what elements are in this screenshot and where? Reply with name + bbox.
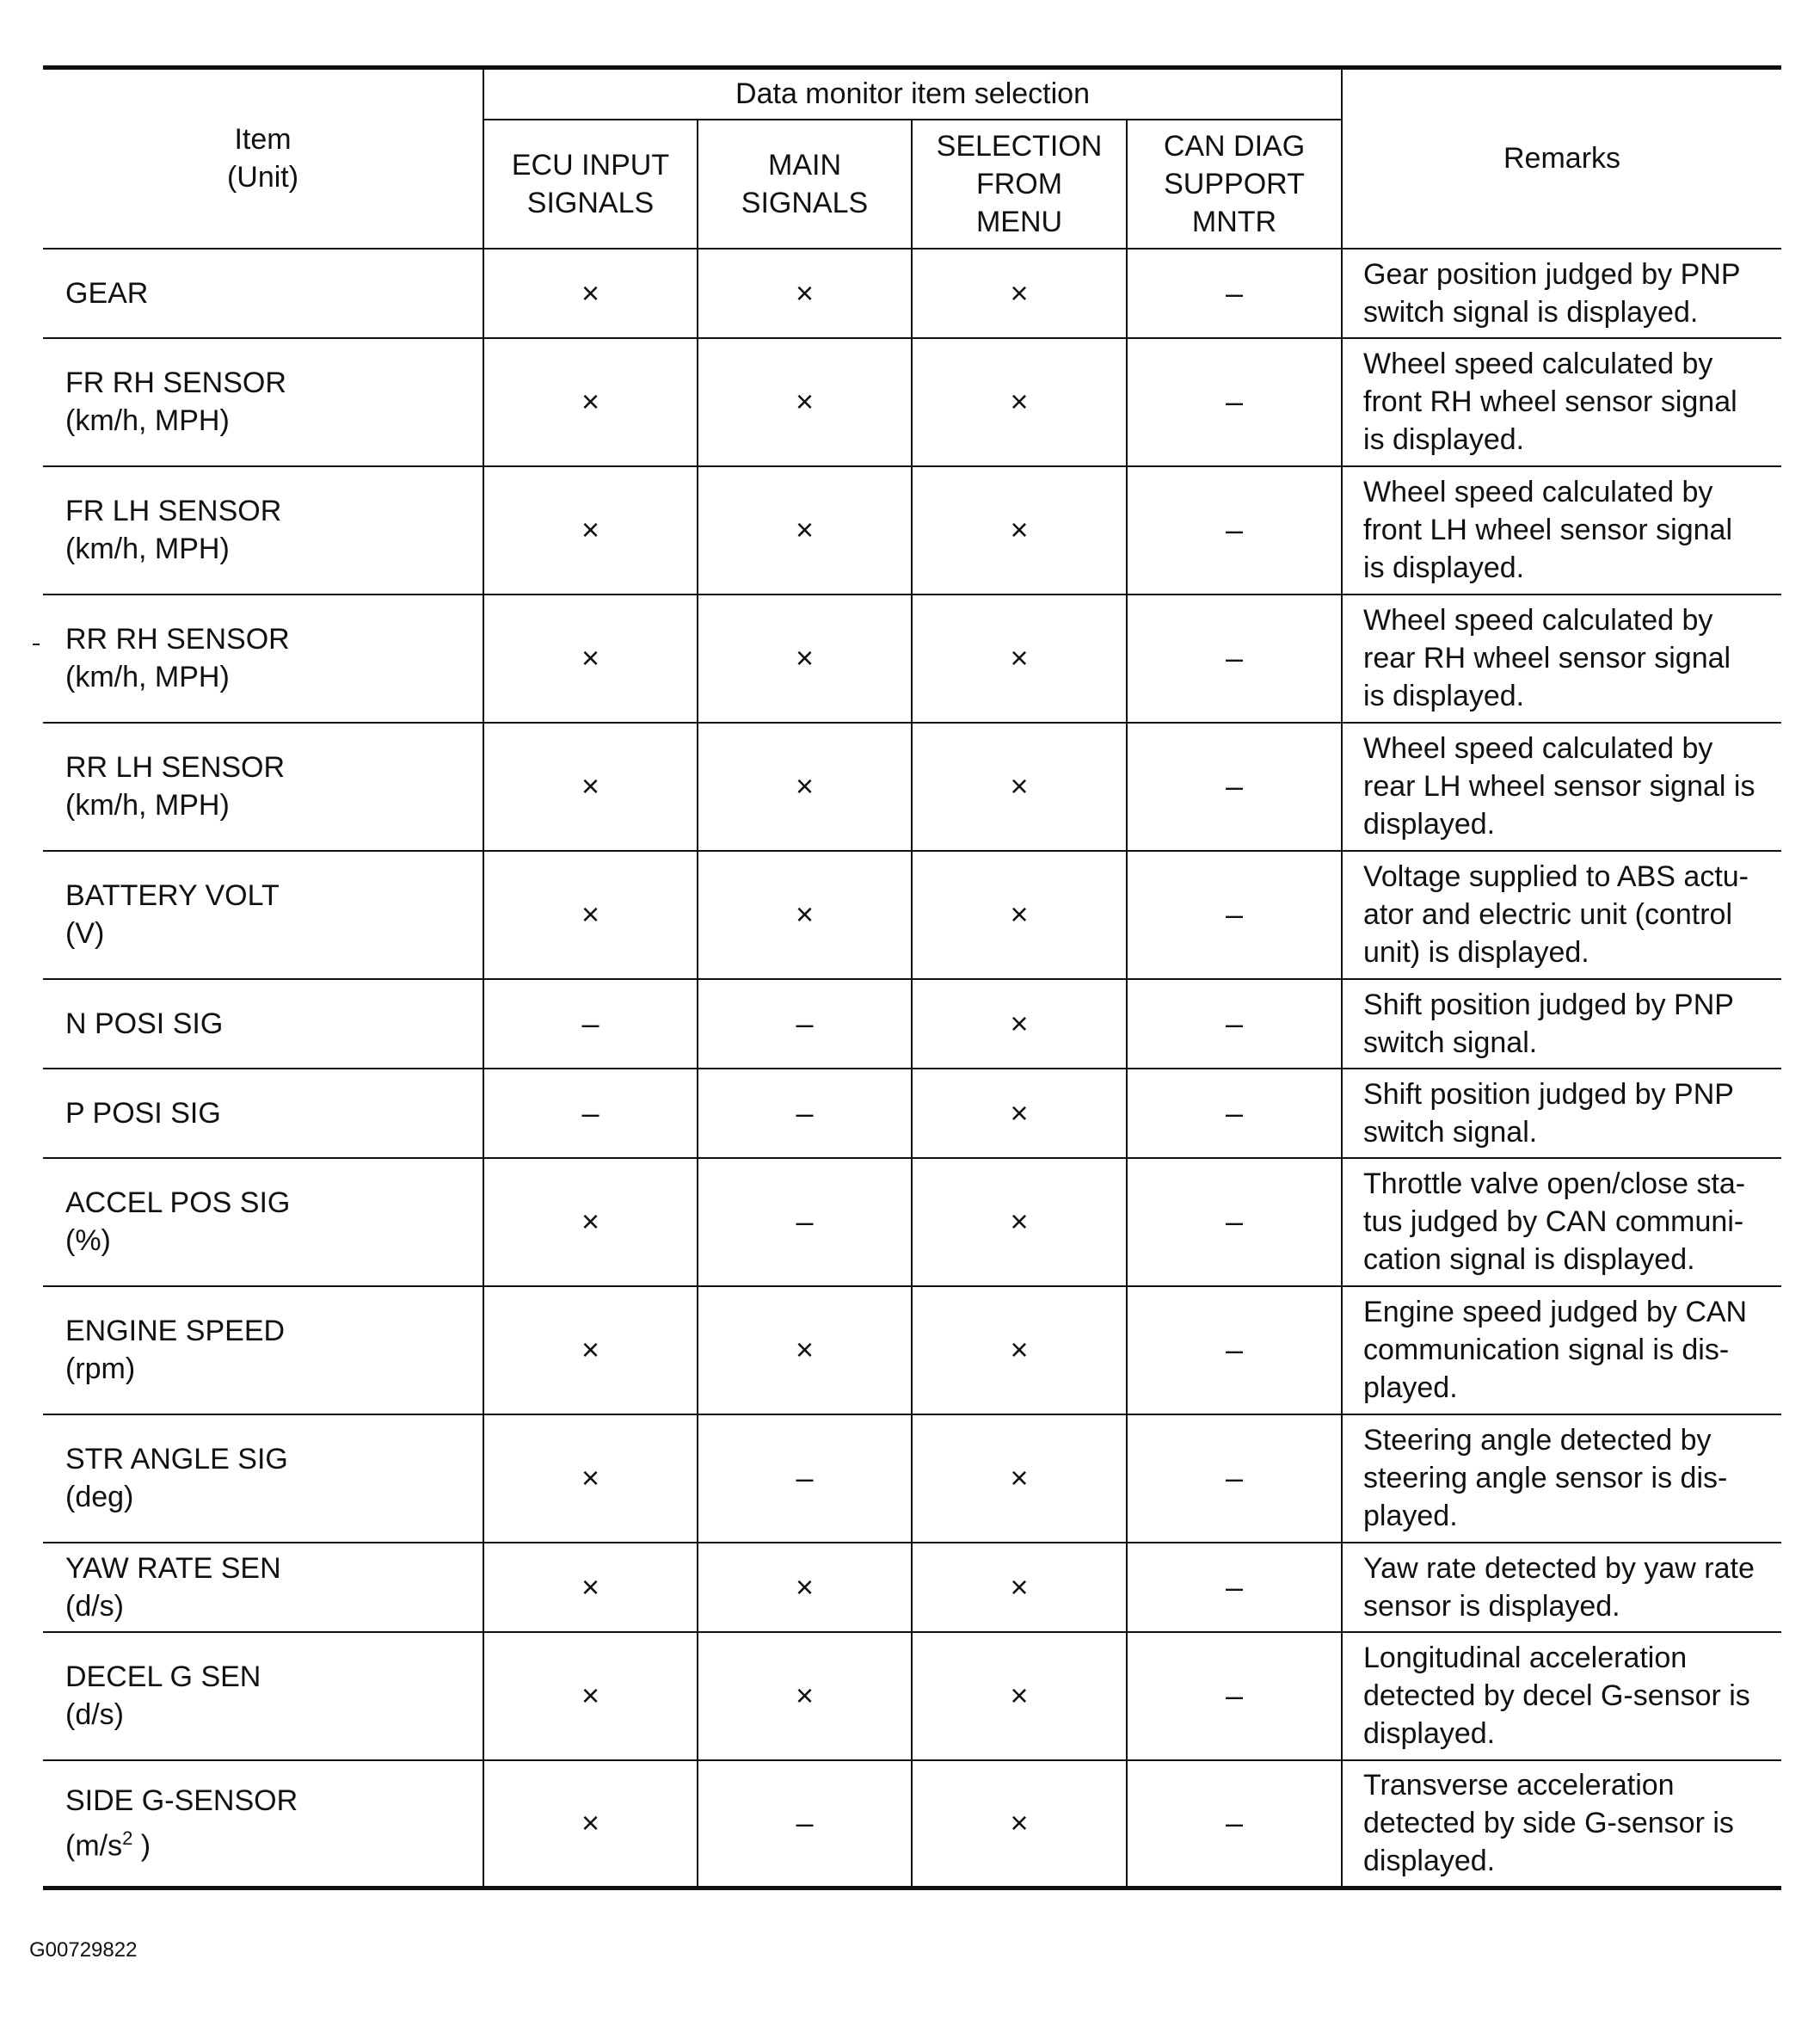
header-line: CAN DIAG	[1163, 129, 1306, 163]
remarks-line: Wheel speed calculated by	[1363, 348, 1713, 380]
table-row	[43, 249, 1781, 338]
selection-from-menu-mark: ×	[912, 249, 1127, 338]
table-row	[43, 1414, 1781, 1543]
item-cell	[43, 723, 483, 851]
main-signals-mark: ×	[698, 338, 912, 466]
item-header-line: Item	[234, 123, 292, 157]
main-signals-mark: –	[698, 1414, 912, 1543]
item-unit: (V)	[65, 917, 105, 950]
remarks-line: is displayed.	[1363, 680, 1525, 712]
header-line: MAIN	[768, 148, 841, 182]
can-diag-mark: –	[1127, 466, 1342, 594]
can-diag-mark: –	[1127, 1069, 1342, 1158]
item-unit: (%)	[65, 1224, 111, 1257]
table-row	[43, 1069, 1781, 1158]
remarks-line: Steering angle detected by	[1363, 1424, 1712, 1457]
item-name: FR LH SENSOR	[65, 495, 282, 527]
header-line: MNTR	[1191, 205, 1277, 238]
item-cell	[43, 249, 483, 338]
remarks-cell	[1342, 1414, 1781, 1543]
selection-from-menu-mark: ×	[912, 466, 1127, 594]
item-cell	[43, 1286, 483, 1414]
can-diag-mark: –	[1127, 723, 1342, 851]
remarks-line: sensor is displayed.	[1363, 1589, 1620, 1623]
item-unit: (d/s)	[65, 1698, 124, 1731]
ecu-input-mark: ×	[483, 249, 698, 338]
selection-from-menu-mark: ×	[912, 979, 1127, 1069]
ecu-input-mark: –	[483, 979, 698, 1069]
remarks-cell	[1342, 979, 1781, 1069]
ecu-input-mark: ×	[483, 466, 698, 594]
remarks-cell	[1342, 723, 1781, 851]
table-row	[43, 1286, 1781, 1414]
remarks-line: Engine speed judged by CAN	[1363, 1296, 1748, 1328]
item-name: P POSI SIG	[65, 1096, 221, 1130]
unit-tail: )	[132, 1829, 151, 1863]
remarks-line: Wheel speed calculated by	[1363, 732, 1713, 765]
selection-from-menu-mark: ×	[912, 1286, 1127, 1414]
remarks-cell	[1342, 1069, 1781, 1158]
can-diag-mark: –	[1127, 851, 1342, 979]
table-row	[43, 1760, 1781, 1888]
item-cell	[43, 1414, 483, 1543]
table-row	[43, 723, 1781, 851]
item-cell	[43, 1543, 483, 1632]
remarks-cell	[1342, 1158, 1781, 1286]
ecu-input-mark: ×	[483, 1286, 698, 1414]
ecu-input-mark: ×	[483, 1543, 698, 1632]
ecu-input-mark: ×	[483, 594, 698, 723]
can-diag-mark: –	[1127, 1158, 1342, 1286]
remarks-line: detected by decel G-sensor is	[1363, 1679, 1750, 1712]
selection-from-menu-mark: ×	[912, 723, 1127, 851]
item-unit: (km/h, MPH)	[65, 789, 230, 822]
remarks-cell	[1342, 1632, 1781, 1760]
ecu-input-mark: ×	[483, 851, 698, 979]
main-signals-mark: ×	[698, 249, 912, 338]
data-monitor-group-header: Data monitor item selection	[483, 68, 1342, 120]
remarks-line: Shift position judged by PNP	[1363, 1077, 1734, 1111]
unit-base: (m/s	[65, 1829, 123, 1863]
item-unit: (km/h, MPH)	[65, 533, 230, 565]
ecu-input-mark: –	[483, 1069, 698, 1158]
can-diag-mark: –	[1127, 1543, 1342, 1632]
selection-from-menu-mark: ×	[912, 1414, 1127, 1543]
main-signals-mark: ×	[698, 1543, 912, 1632]
remarks-line: front LH wheel sensor signal	[1363, 514, 1733, 546]
remarks-line: tus judged by CAN communi-	[1363, 1205, 1744, 1238]
header-line: MENU	[975, 205, 1063, 238]
remarks-line: Wheel speed calculated by	[1363, 604, 1713, 637]
remarks-line: switch signal is displayed.	[1363, 295, 1699, 329]
can-diag-mark: –	[1127, 249, 1342, 338]
remarks-line: Yaw rate detected by yaw rate	[1363, 1551, 1755, 1585]
item-cell	[43, 594, 483, 723]
can-diag-mark: –	[1127, 1632, 1342, 1760]
remarks-line: played.	[1363, 1500, 1458, 1532]
item-unit: (rpm)	[65, 1352, 136, 1385]
can-diag-mark: –	[1127, 1760, 1342, 1888]
item-name: RR LH SENSOR	[65, 751, 286, 784]
item-name: STR ANGLE SIG	[65, 1443, 288, 1475]
selection-from-menu-mark: ×	[912, 1069, 1127, 1158]
remarks-cell	[1342, 851, 1781, 979]
can-diag-mark: –	[1127, 1286, 1342, 1414]
item-column-header	[43, 68, 483, 249]
item-unit: (deg)	[65, 1481, 134, 1513]
item-name: BATTERY VOLT	[65, 879, 280, 912]
margin-tick-mark	[33, 644, 40, 645]
can-diag-mark: –	[1127, 338, 1342, 466]
remarks-line: rear LH wheel sensor signal is	[1363, 770, 1755, 803]
remarks-line: switch signal.	[1363, 1115, 1538, 1149]
header-line: SUPPORT	[1164, 167, 1305, 200]
main-signals-mark: –	[698, 1158, 912, 1286]
item-unit: (km/h, MPH)	[65, 404, 230, 437]
item-name: SIDE G-SENSOR	[65, 1784, 298, 1818]
table-row	[43, 594, 1781, 723]
item-unit: (km/h, MPH)	[65, 661, 230, 693]
item-cell	[43, 1069, 483, 1158]
unit-superscript: 2	[122, 1827, 133, 1850]
item-name: N POSI SIG	[65, 1007, 224, 1040]
ecu-input-mark: ×	[483, 338, 698, 466]
remarks-cell	[1342, 338, 1781, 466]
remarks-line: Voltage supplied to ABS actu-	[1363, 860, 1749, 893]
ecu-input-mark: ×	[483, 1158, 698, 1286]
table-row	[43, 851, 1781, 979]
item-cell	[43, 338, 483, 466]
item-name: ACCEL POS SIG	[65, 1186, 291, 1219]
selection-from-menu-mark: ×	[912, 1158, 1127, 1286]
remarks-line: front RH wheel sensor signal	[1363, 385, 1737, 418]
remarks-line: communication signal is dis-	[1363, 1334, 1730, 1366]
remarks-cell	[1342, 1286, 1781, 1414]
selection-from-menu-mark: ×	[912, 851, 1127, 979]
remarks-line: Shift position judged by PNP	[1363, 988, 1734, 1021]
item-name: RR RH SENSOR	[65, 623, 290, 656]
can-diag-mark: –	[1127, 594, 1342, 723]
main-signals-mark: –	[698, 1760, 912, 1888]
remarks-line: cation signal is displayed.	[1363, 1243, 1695, 1276]
table-row	[43, 979, 1781, 1069]
selection-from-menu-header	[912, 120, 1127, 249]
remarks-line: is displayed.	[1363, 551, 1525, 584]
remarks-line: ator and electric unit (control	[1363, 898, 1732, 931]
remarks-line: Gear position judged by PNP	[1363, 257, 1741, 291]
remarks-cell	[1342, 249, 1781, 338]
remarks-line: switch signal.	[1363, 1026, 1538, 1059]
remarks-line: is displayed.	[1363, 423, 1525, 456]
item-cell	[43, 1632, 483, 1760]
item-unit	[65, 1820, 483, 1864]
header-line: FROM	[975, 167, 1063, 200]
item-unit: (d/s)	[65, 1589, 124, 1623]
ecu-input-mark: ×	[483, 1414, 698, 1543]
main-signals-mark: –	[698, 1069, 912, 1158]
main-signals-mark: ×	[698, 723, 912, 851]
remarks-cell	[1342, 594, 1781, 723]
table-body	[43, 249, 1781, 1888]
main-signals-mark: –	[698, 979, 912, 1069]
can-diag-mark: –	[1127, 979, 1342, 1069]
can-diag-support-mntr-header	[1127, 120, 1342, 249]
ecu-input-signals-header	[483, 120, 698, 249]
item-name: GEAR	[65, 276, 149, 310]
item-cell	[43, 979, 483, 1069]
header-line: SIGNALS	[741, 186, 869, 219]
main-signals-mark: ×	[698, 1286, 912, 1414]
table-row	[43, 338, 1781, 466]
main-signals-mark: ×	[698, 466, 912, 594]
remarks-cell	[1342, 1760, 1781, 1888]
item-cell	[43, 1760, 483, 1888]
main-signals-mark: ×	[698, 594, 912, 723]
selection-from-menu-mark: ×	[912, 1760, 1127, 1888]
table-row	[43, 1543, 1781, 1632]
main-signals-mark: ×	[698, 851, 912, 979]
remarks-line: displayed.	[1363, 808, 1496, 841]
data-monitor-table	[43, 65, 1781, 1890]
table-row	[43, 466, 1781, 594]
remarks-line: Transverse acceleration	[1363, 1769, 1675, 1802]
main-signals-mark: ×	[698, 1632, 912, 1760]
document-id: G00729822	[29, 1938, 138, 1962]
header-line: SELECTION	[936, 129, 1103, 163]
table-row	[43, 1632, 1781, 1760]
remarks-line: detected by side G-sensor is	[1363, 1807, 1734, 1840]
remarks-line: displayed.	[1363, 1845, 1496, 1878]
selection-from-menu-mark: ×	[912, 594, 1127, 723]
remarks-line: Longitudinal acceleration	[1363, 1642, 1688, 1674]
header-line: ECU INPUT	[511, 148, 670, 182]
item-name: DECEL G SEN	[65, 1660, 261, 1693]
remarks-line: Throttle valve open/close sta-	[1363, 1167, 1746, 1200]
remarks-line: Wheel speed calculated by	[1363, 476, 1713, 508]
selection-from-menu-mark: ×	[912, 1632, 1127, 1760]
header-line: SIGNALS	[526, 186, 655, 219]
ecu-input-mark: ×	[483, 1632, 698, 1760]
remarks-cell	[1342, 466, 1781, 594]
main-signals-header	[698, 120, 912, 249]
table-row	[43, 1158, 1781, 1286]
remarks-line: steering angle sensor is dis-	[1363, 1462, 1728, 1494]
item-cell	[43, 466, 483, 594]
selection-from-menu-mark: ×	[912, 338, 1127, 466]
ecu-input-mark: ×	[483, 1760, 698, 1888]
item-cell	[43, 1158, 483, 1286]
item-name: YAW RATE SEN	[65, 1551, 281, 1585]
item-name: FR RH SENSOR	[65, 367, 286, 399]
can-diag-mark: –	[1127, 1414, 1342, 1543]
item-name: ENGINE SPEED	[65, 1315, 286, 1347]
table-header	[43, 68, 1781, 249]
remarks-column-header: Remarks	[1342, 68, 1781, 249]
remarks-line: rear RH wheel sensor signal	[1363, 642, 1731, 675]
remarks-line: unit) is displayed.	[1363, 936, 1589, 969]
remarks-line: played.	[1363, 1371, 1458, 1404]
ecu-input-mark: ×	[483, 723, 698, 851]
item-cell	[43, 851, 483, 979]
remarks-cell	[1342, 1543, 1781, 1632]
selection-from-menu-mark: ×	[912, 1543, 1127, 1632]
unit-header-line: (Unit)	[226, 161, 299, 194]
remarks-line: displayed.	[1363, 1717, 1496, 1750]
